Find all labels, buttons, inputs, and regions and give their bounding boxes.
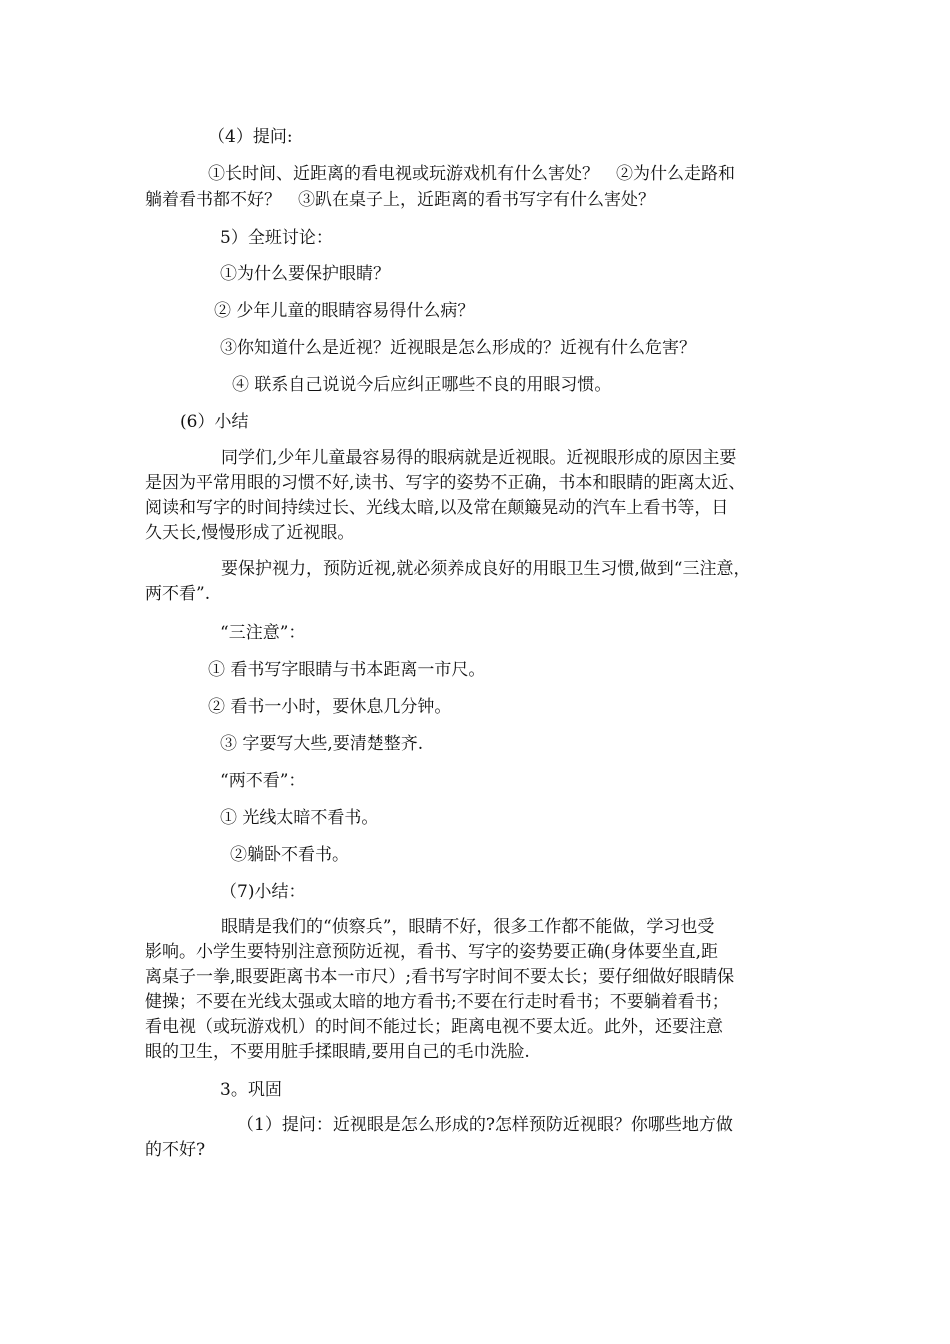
- two-donts-item-1: ① 光线太暗不看书。: [220, 808, 379, 828]
- summary-7-line-2: 影响。小学生要特别注意预防近视，看书、写字的姿势要正确(身体要坐直,距: [145, 942, 719, 962]
- summary-6-p1-line-1: 同学们,少年儿童最容易得的眼病就是近视眼。近视眼形成的原因主要: [221, 448, 737, 468]
- consolidate-3-heading: 3。巩固: [220, 1080, 282, 1100]
- discussion-item-1: ①为什么要保护眼睛？: [220, 264, 390, 284]
- summary-6-p1-line-2: 是因为平常用眼的习惯不好,读书、写字的姿势不正确，书本和眼睛的距离太近、: [145, 473, 746, 493]
- consolidate-question-1-line-1: （1）提问：近视眼是怎么形成的?怎样预防近视眼？你哪些地方做: [237, 1115, 733, 1135]
- question-4-line-2: 躺着看书都不好？ ③趴在桌子上，近距离的看书写字有什么害处？: [145, 190, 655, 210]
- summary-7-line-3: 离桌子一拳,眼要距离书本一市尺）;看书写字时间不要太长；要仔细做好眼睛保: [145, 967, 735, 987]
- discussion-5-heading: 5）全班讨论：: [220, 228, 333, 248]
- summary-7-line-6: 眼的卫生，不要用脏手揉眼睛,要用自己的毛巾洗脸.: [145, 1042, 530, 1062]
- discussion-item-3: ③你知道什么是近视？近视眼是怎么形成的？近视有什么危害？: [220, 338, 696, 358]
- summary-7-line-4: 健操；不要在光线太强或太暗的地方看书;不要在行走时看书；不要躺着看书；: [145, 992, 729, 1012]
- two-donts-item-2: ②躺卧不看书。: [230, 845, 349, 865]
- summary-6-p2-line-2: 两不看”.: [145, 584, 211, 604]
- summary-7-paragraph: [145, 915, 817, 1065]
- summary-6-p1-line-4: 久天长,慢慢形成了近视眼。: [145, 523, 355, 543]
- question-4-heading: （4）提问:: [208, 127, 293, 147]
- consolidate-question-1: [145, 1113, 817, 1163]
- summary-6-heading: (6）小结: [180, 412, 249, 432]
- three-attentions-heading: “三注意”：: [220, 623, 306, 643]
- discussion-item-2: ② 少年儿童的眼睛容易得什么病？: [214, 301, 475, 321]
- two-donts-heading: “两不看”：: [220, 771, 306, 791]
- summary-6-p1-line-3: 阅读和写字的时间持续过长、光线太暗,以及常在颠簸晃动的汽车上看书等，日: [145, 498, 729, 518]
- three-attentions-item-1: ① 看书写字眼睛与书本距离一市尺。: [208, 660, 486, 680]
- discussion-item-4: ④ 联系自己说说今后应纠正哪些不良的用眼习惯。: [232, 375, 612, 395]
- summary-7-line-1: 眼睛是我们的“侦察兵”，眼睛不好，很多工作都不能做，学习也受: [221, 917, 715, 937]
- question-4-line-1: ①长时间、近距离的看电视或玩游戏机有什么害处？ ②为什么走路和: [208, 164, 735, 184]
- three-attentions-item-2: ② 看书一小时，要休息几分钟。: [208, 697, 452, 717]
- summary-7-line-5: 看电视（或玩游戏机）的时间不能过长；距离电视不要太近。此外，还要注意: [145, 1017, 723, 1037]
- summary-6-p2-line-1: 要保护视力，预防近视,就必须养成良好的用眼卫生习惯,做到“三注意，: [221, 559, 751, 579]
- summary-6-paragraph-1: [145, 446, 817, 546]
- consolidate-question-1-line-2: 的不好?: [145, 1140, 206, 1160]
- summary-6-paragraph-2: [145, 557, 817, 607]
- three-attentions-item-3: ③ 字要写大些,要清楚整齐.: [220, 734, 424, 754]
- summary-7-heading: （7)小结：: [220, 882, 306, 902]
